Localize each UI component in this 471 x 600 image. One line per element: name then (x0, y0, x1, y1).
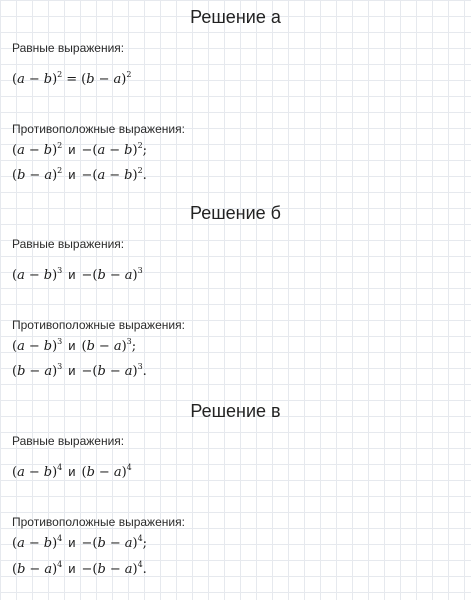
section-c-title: Решение в (190, 401, 281, 421)
conjunction-text: и (68, 167, 76, 182)
section-a-equal-expression: $(a - b)^2 = (b - a)^2$ (12, 70, 132, 87)
section-a-opposite-expression-1: $(a - b)^2$ $и -(a - b)^2$; (12, 141, 148, 158)
section-b-opposite-expression-1: $(a - b)^3$ и $(b - a)^3$; (12, 337, 137, 354)
section-c-equal-expression: $(a - b)^4$ и $(b - a)^4$ (12, 463, 132, 480)
section-c-opposite-label: Противоположные выражения: (12, 515, 185, 529)
section-c-opposite-expression-2: $(b - a)^4$ $и -(b - a)^4$. (12, 560, 147, 577)
conjunction-text: и (68, 363, 76, 378)
conjunction-text: и (68, 535, 76, 550)
conjunction-text: и (68, 561, 76, 576)
section-c-opposite-expression-1: $(a - b)^4$ $и -(b - a)^4$; (12, 534, 148, 551)
conjunction-text: и (68, 142, 76, 157)
section-a-opposite-label: Противоположные выражения: (12, 122, 185, 136)
conjunction-text: и (68, 464, 76, 479)
section-a-opposite-expression-2: $(b - a)^2$ $и -(a - b)^2$. (12, 166, 147, 183)
conjunction-text: и (68, 338, 76, 353)
section-c-equal-label: Равные выражения: (12, 434, 125, 448)
section-b-equal-label: Равные выражения: (12, 237, 125, 251)
section-b-opposite-label: Противоположные выражения: (12, 318, 185, 332)
section-b-opposite-expression-2: $(b - a)^3$ $и -(b - a)^3$. (12, 362, 147, 379)
conjunction-text: и (68, 267, 76, 282)
section-b-title: Решение б (190, 203, 281, 223)
section-a-title: Решение а (190, 7, 281, 27)
section-a-equal-label: Равные выражения: (12, 41, 125, 55)
section-b-equal-expression: $(a - b)^3$ $и -(b - a)^3$ (12, 266, 143, 283)
